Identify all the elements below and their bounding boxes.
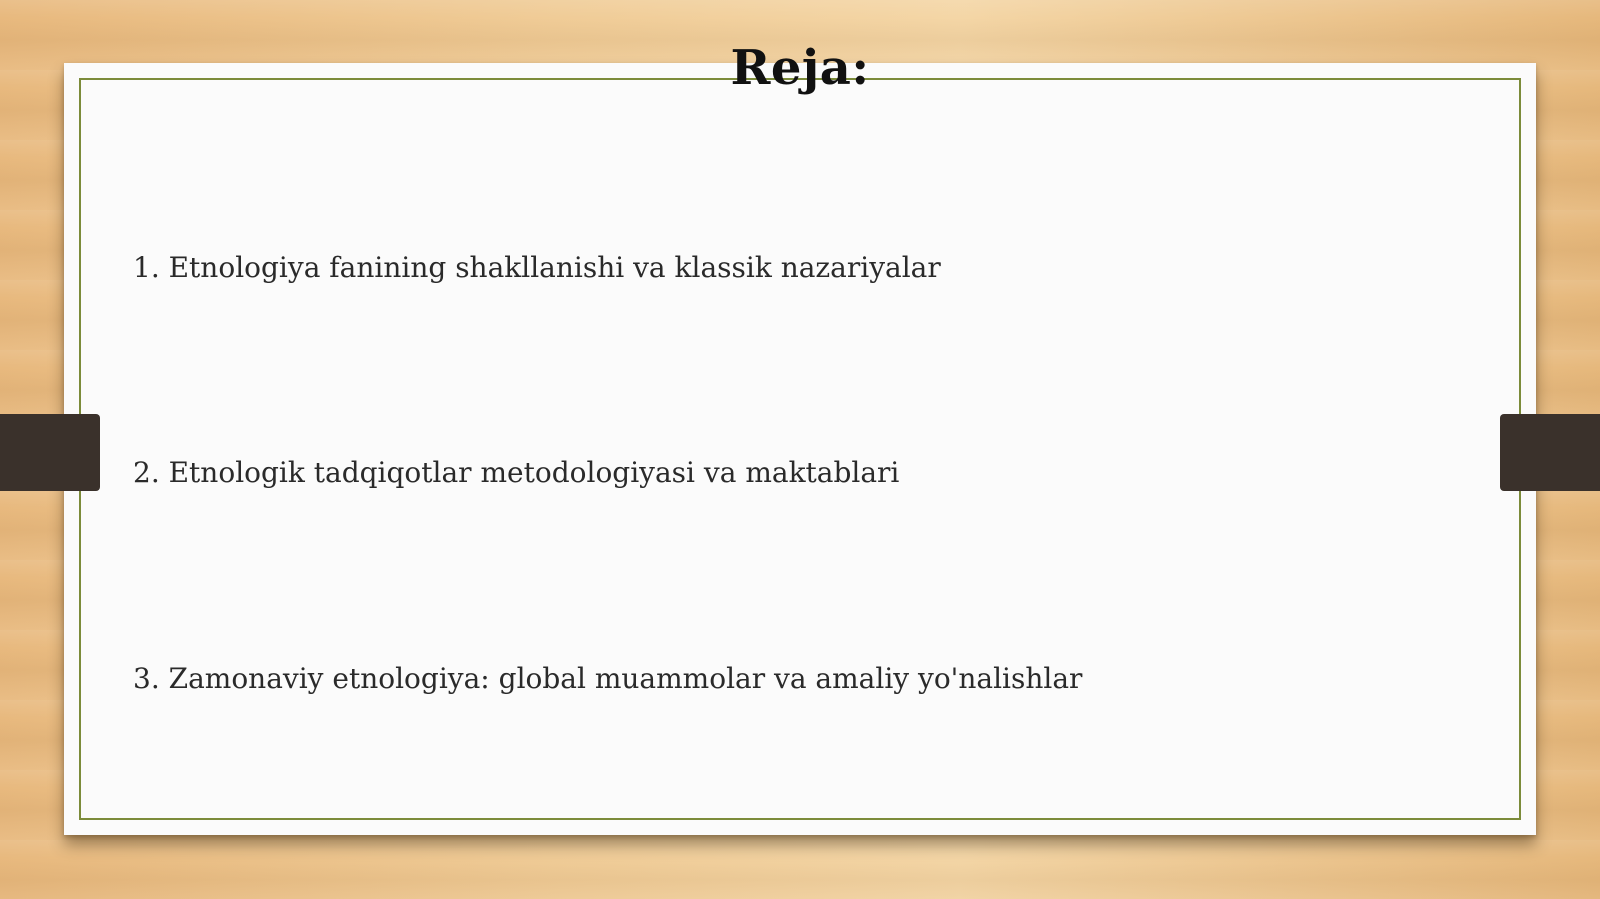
plan-item-2: 2. Etnologik tadqiqotlar metodologiyasi va maktablari [133, 456, 900, 489]
right-clip [1500, 414, 1600, 491]
paper-border [79, 78, 1521, 820]
plan-item-1: 1. Etnologiya fanining shakllanishi va klassik nazariyalar [133, 251, 941, 284]
paper-card [64, 63, 1536, 835]
plan-item-3: 3. Zamonaviy etnologiya: global muammolar va amaliy yo'nalishlar [133, 662, 1083, 695]
left-clip [0, 414, 100, 491]
slide-title: Reja: [730, 40, 870, 96]
